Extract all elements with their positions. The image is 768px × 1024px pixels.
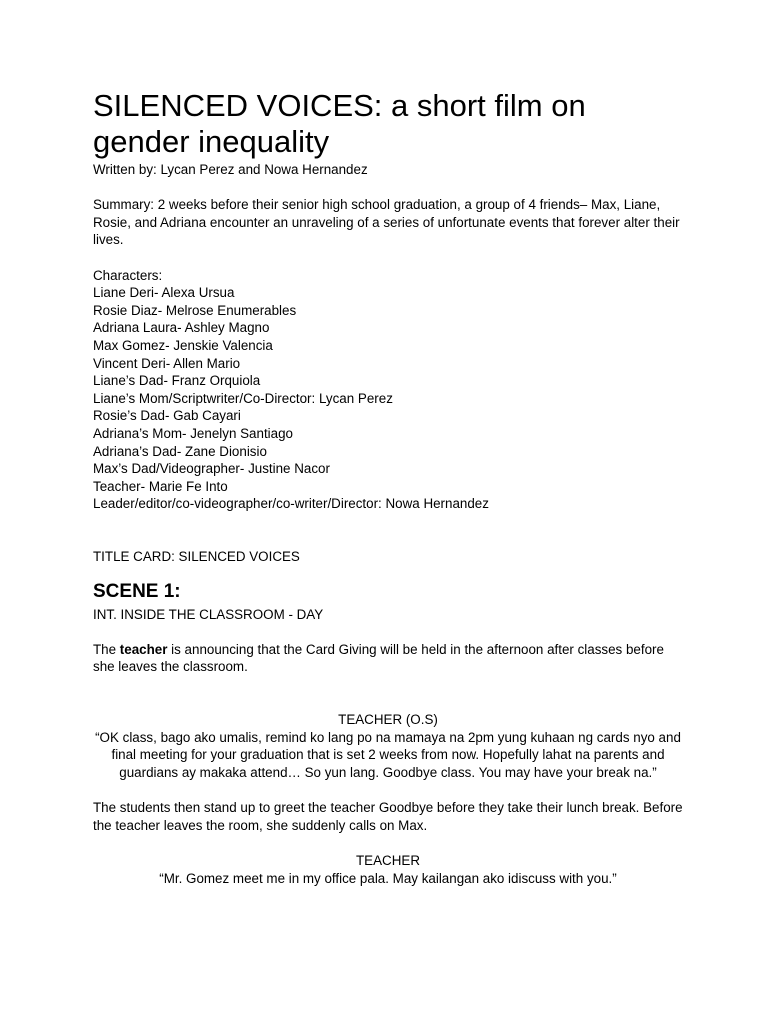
character-item: Liane’s Dad- Franz Orquiola	[93, 373, 261, 389]
script-page	[93, 88, 683, 887]
title-line-1: SILENCED VOICES: a short film on	[93, 88, 586, 123]
scene-heading: SCENE 1:	[93, 580, 181, 602]
characters-heading: Characters:	[93, 267, 163, 283]
character-item: Max’s Dad/Videographer- Justine Nacor	[93, 461, 330, 477]
character-item: Teacher- Marie Fe Into	[93, 478, 228, 494]
character-item: Adriana’s Dad- Zane Dionisio	[93, 443, 267, 459]
action1-pre: The	[93, 641, 120, 657]
dialogue-2-text: “Mr. Gomez meet me in my office pala. May kailangan ako idiscuss with you.”	[159, 870, 617, 886]
character-item: Leader/editor/co-videographer/co-writer/Director: Nowa Hernandez	[93, 496, 489, 512]
character-item: Liane Deri- Alexa Ursua	[93, 285, 235, 301]
character-item: Adriana’s Mom- Jenelyn Santiago	[93, 425, 293, 441]
character-item: Adriana Laura- Ashley Magno	[93, 320, 270, 336]
character-item: Rosie’s Dad- Gab Cayari	[93, 408, 241, 424]
action-paragraph-2: The students then stand up to greet the teacher Goodbye before they take their lunch break. Before the teacher leaves the room, she suddenly calls on Max.	[93, 800, 683, 833]
character-item: Rosie Diaz- Melrose Enumerables	[93, 302, 297, 318]
dialogue-1-text: “OK class, bago ako umalis, remind ko lang po na mamaya na 2pm yung kuhaan ng cards nyo and final meeting for your graduation that is set 2 weeks from now. Hopefully lahat na parents and guardians ay makaka attend… So yun lang. Goodbye class. You may have your break na.”	[95, 729, 681, 780]
dialogue-2-speaker: TEACHER	[356, 852, 420, 868]
document-title	[93, 88, 683, 160]
character-item: Liane’s Mom/Scriptwriter/Co-Director: Lycan Perez	[93, 390, 393, 406]
action1-post: is announcing that the Card Giving will be held in the afternoon after classes before she leaves the classroom.	[93, 641, 664, 675]
characters-list	[93, 284, 683, 513]
dialogue-1-speaker: TEACHER (O.S)	[338, 712, 438, 728]
slugline: INT. INSIDE THE CLASSROOM - DAY	[93, 606, 324, 622]
action1-bold: teacher	[119, 641, 168, 657]
action-paragraph-1	[93, 641, 683, 676]
title-card: TITLE CARD: SILENCED VOICES	[93, 549, 300, 565]
character-item: Vincent Deri- Allen Mario	[93, 355, 241, 371]
summary-paragraph: Summary: 2 weeks before their senior high school graduation, a group of 4 friends– Max, Liane, Rosie, and Adriana encounter an unraveling of a series of unfortunate events that forever alter their lives.	[93, 197, 680, 248]
title-line-2: gender inequality	[93, 124, 330, 159]
character-item: Max Gomez- Jenskie Valencia	[93, 337, 273, 353]
written-by: Written by: Lycan Perez and Nowa Hernandez	[93, 162, 368, 177]
